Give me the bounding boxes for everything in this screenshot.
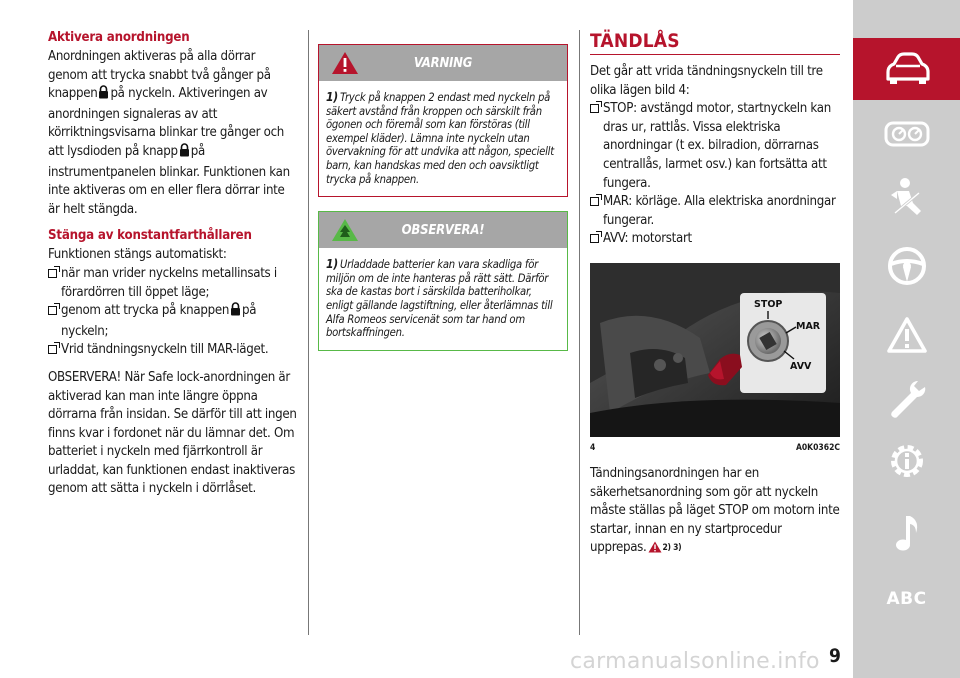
column-left (48, 30, 298, 508)
wrench-icon (887, 378, 927, 420)
column-middle (318, 44, 568, 365)
warning-box-header (319, 45, 567, 81)
lock-icon (230, 302, 241, 323)
warning-title: VARNING (413, 56, 473, 71)
list-item: när man vrider nyckelns metallinsats i förardörren till öppet läge; (48, 265, 298, 302)
list-item: STOP: avstängd motor, startnyckeln kan dras ur, rattlås. Vissa elektriska anordningar (t ex. bilradion, dörrarnas centrallås, larmet osv.) kan fortsätta att fungera. (590, 100, 840, 193)
intro-stanga-av: Funktionen stängs automatiskt: (48, 247, 227, 263)
label-stop: STOP (754, 298, 783, 310)
nav-info-gear-icon[interactable] (853, 430, 960, 492)
list-item: MAR: körläge. Alla elektriska anordningar fungerar. (590, 193, 840, 230)
nav-dashboard-icon[interactable] (853, 103, 960, 165)
checkbox-bullet-icon (48, 345, 57, 354)
figure-code: A0K0362C (795, 442, 840, 453)
ignition-photo (590, 263, 840, 437)
column-divider-1 (308, 30, 309, 635)
car-icon (882, 52, 932, 86)
lock-icon (98, 85, 109, 106)
checkbox-bullet-icon (590, 197, 599, 206)
label-avv: AVV (790, 360, 812, 372)
music-note-icon (892, 513, 922, 553)
lock-icon (179, 143, 190, 164)
seat-safety-icon (887, 177, 927, 217)
heading-aktivera: Aktivera anordningen (48, 30, 190, 45)
figure-caption (590, 443, 840, 453)
note-box (318, 211, 568, 351)
note-box-header (319, 212, 567, 248)
label-mar: MAR (796, 320, 821, 332)
abc-label: ABC (886, 589, 927, 609)
intro-paragraph: Det går att vrida tändningsnyckeln till tre olika lägen bild 4: (590, 64, 823, 98)
list-item: AVV: motorstart (590, 230, 840, 249)
chapter-sidebar (853, 0, 960, 678)
list-item: Vrid tändningsnyckeln till MAR-läget. (48, 341, 298, 360)
nav-music-note-icon[interactable] (853, 502, 960, 564)
info-gear-icon (886, 440, 928, 482)
nav-seat-safety-icon[interactable] (853, 166, 960, 228)
nav-car-icon[interactable] (853, 38, 960, 100)
section-title: TÄNDLÅS (590, 30, 840, 55)
checkbox-bullet-icon (48, 269, 57, 278)
paragraph-observera: OBSERVERA! När Safe lock-anordningen är aktiverad kan man inte längre öppna dörrarna från insidan. Se därför till att ingen finns kvar i fordonet när du lämnar det. Om batteriet i nyckeln med fjärrkontroll är urladdat, kan funktionen endast inaktiveras genom att sätta i nyckeln i dörrlåset. (48, 369, 297, 497)
note-title: OBSERVERA! (401, 223, 485, 239)
nav-steering-wheel-icon[interactable] (853, 235, 960, 297)
references: 2) 3) (662, 543, 682, 554)
warning-text: 1) Tryck på knappen 2 endast med nyckeln på säkert avstånd från kroppen och särskilt från ögonen och föremål som kan förstöras (till exempel kläder). Lämna inte nyckeln utan övervakning för att undvika att någon, speciellt barn, kan handskas med den och oavsiktligt trycka på knappen. (326, 90, 554, 186)
checkbox-bullet-icon (590, 234, 599, 243)
column-right (590, 30, 840, 569)
heading-stanga-av: Stänga av konstantfarthållaren (48, 228, 252, 244)
list-item: genom att trycka på knappen på nyckeln; (48, 302, 298, 341)
paragraph-aktivera: Anordningen aktiveras på alla dörrar genom att trycka snabbt två gånger på knappen på nyckeln. Aktiveringen av anordningen signaleras av att körriktningsvisarna blinkar tre gånger och att lysdioden på knapp på instrumentpanelen blinkar. Funktionen kan inte aktiveras om en eller flera dörrar inte är helt stängda. (48, 49, 290, 217)
warning-triangle-icon (648, 541, 662, 560)
column-divider-2 (579, 30, 580, 635)
nav-warning-triangle-icon[interactable] (853, 304, 960, 366)
note-text: 1) Urladdade batterier kan vara skadliga för miljön om de inte hanteras på rätt sätt. Därför ska de kastas bort i särskilda batteriholkar, enligt gällande lagstiftning, eller återlämnas till Alfa Romeos servicenät som tar hand om bortskaffningen. (326, 257, 553, 340)
page-number: 9 (829, 645, 841, 667)
paragraph-tandningsanordning: Tändningsanordningen har en säkerhetsanordning som gör att nyckeln måste ställas på läget STOP om motorn inte startar, innan en ny startprocedur upprepas. 2) 3) (590, 465, 840, 560)
watermark: carmanualsonline.info (570, 649, 820, 674)
steering-wheel-icon (887, 246, 927, 286)
checkbox-bullet-icon (48, 306, 57, 315)
figure-number: 4 (590, 442, 596, 453)
checkbox-bullet-icon (590, 104, 599, 113)
warning-triangle-icon (886, 316, 928, 354)
warning-box (318, 44, 568, 197)
dashboard-icon (884, 121, 930, 147)
nav-abc[interactable] (853, 568, 960, 630)
ignition-figure (590, 263, 840, 437)
nav-wrench-icon[interactable] (853, 368, 960, 430)
